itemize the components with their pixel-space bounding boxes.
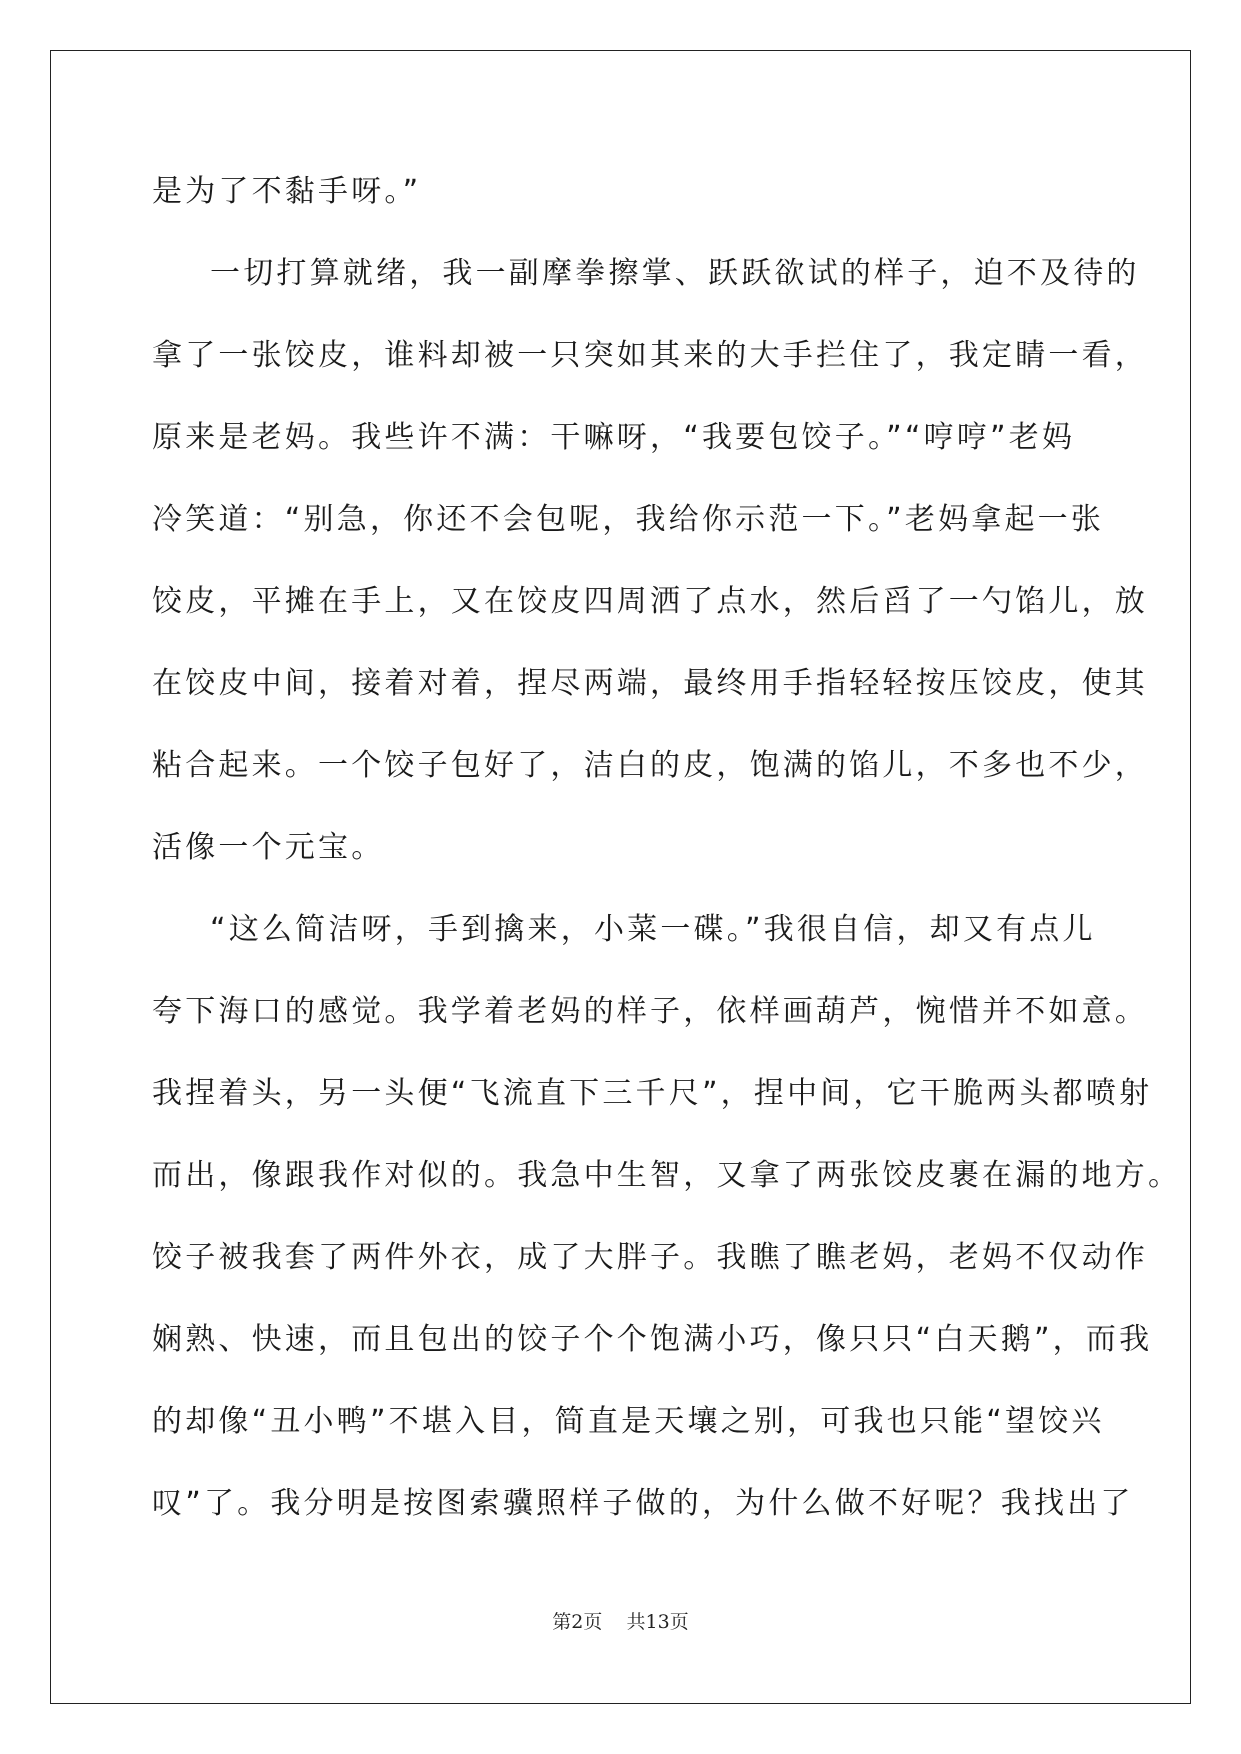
- text-line: 活像一个元宝。: [152, 830, 385, 865]
- text-line: 而出，像跟我作对似的。我急中生智，又拿了两张饺皮裹在漏的地方。: [152, 1158, 1182, 1193]
- text-line: 粘合起来。一个饺子包好了，洁白的皮，饱满的馅儿，不多也不少，: [152, 748, 1148, 783]
- text-line: 在饺皮中间，接着对着，捏尽两端，最终用手指轻轻按压饺皮，使其: [152, 666, 1148, 701]
- text-line: 饺子被我套了两件外衣，成了大胖子。我瞧了瞧老妈，老妈不仅动作: [152, 1240, 1148, 1275]
- page-footer: [0, 1609, 1241, 1635]
- text-line: 一切打算就绪，我一副摩拳擦掌、跃跃欲试的样子，迫不及待的: [210, 256, 1140, 291]
- text-line: 叹”了。我分明是按图索骥照样子做的，为什么做不好呢？我找出了: [152, 1486, 1134, 1521]
- text-line: 原来是老妈。我些许不满：干嘛呀，“我要包饺子。”“哼哼”老妈: [152, 420, 1076, 455]
- text-line: 娴熟、快速，而且包出的饺子个个饱满小巧，像只只“白天鹅”，而我: [152, 1322, 1153, 1357]
- text-line: 冷笑道：“别急，你还不会包呢，我给你示范一下。”老妈拿起一张: [152, 502, 1105, 537]
- page-total: 共13页: [626, 1611, 689, 1633]
- page-number: 第2页: [552, 1611, 603, 1633]
- document-body: [152, 166, 1182, 1560]
- text-line: 是为了不黏手呀。”: [152, 174, 422, 209]
- text-line: “这么简洁呀，手到擒来，小菜一碟。”我很自信，却又有点儿: [210, 912, 1096, 947]
- text-line: 夸下海口的感觉。我学着老妈的样子，依样画葫芦，惋惜并不如意。: [152, 994, 1148, 1029]
- text-line: 拿了一张饺皮，谁料却被一只突如其来的大手拦住了，我定睛一看，: [152, 338, 1148, 373]
- text-line: 饺皮，平摊在手上，又在饺皮四周洒了点水，然后舀了一勺馅儿，放: [152, 584, 1148, 619]
- text-line: 的却像“丑小鸭”不堪入目，简直是天壤之别，可我也只能“望饺兴: [152, 1404, 1105, 1439]
- text-line: 我捏着头，另一头便“飞流直下三千尺”，捏中间，它干脆两头都喷射: [152, 1076, 1153, 1111]
